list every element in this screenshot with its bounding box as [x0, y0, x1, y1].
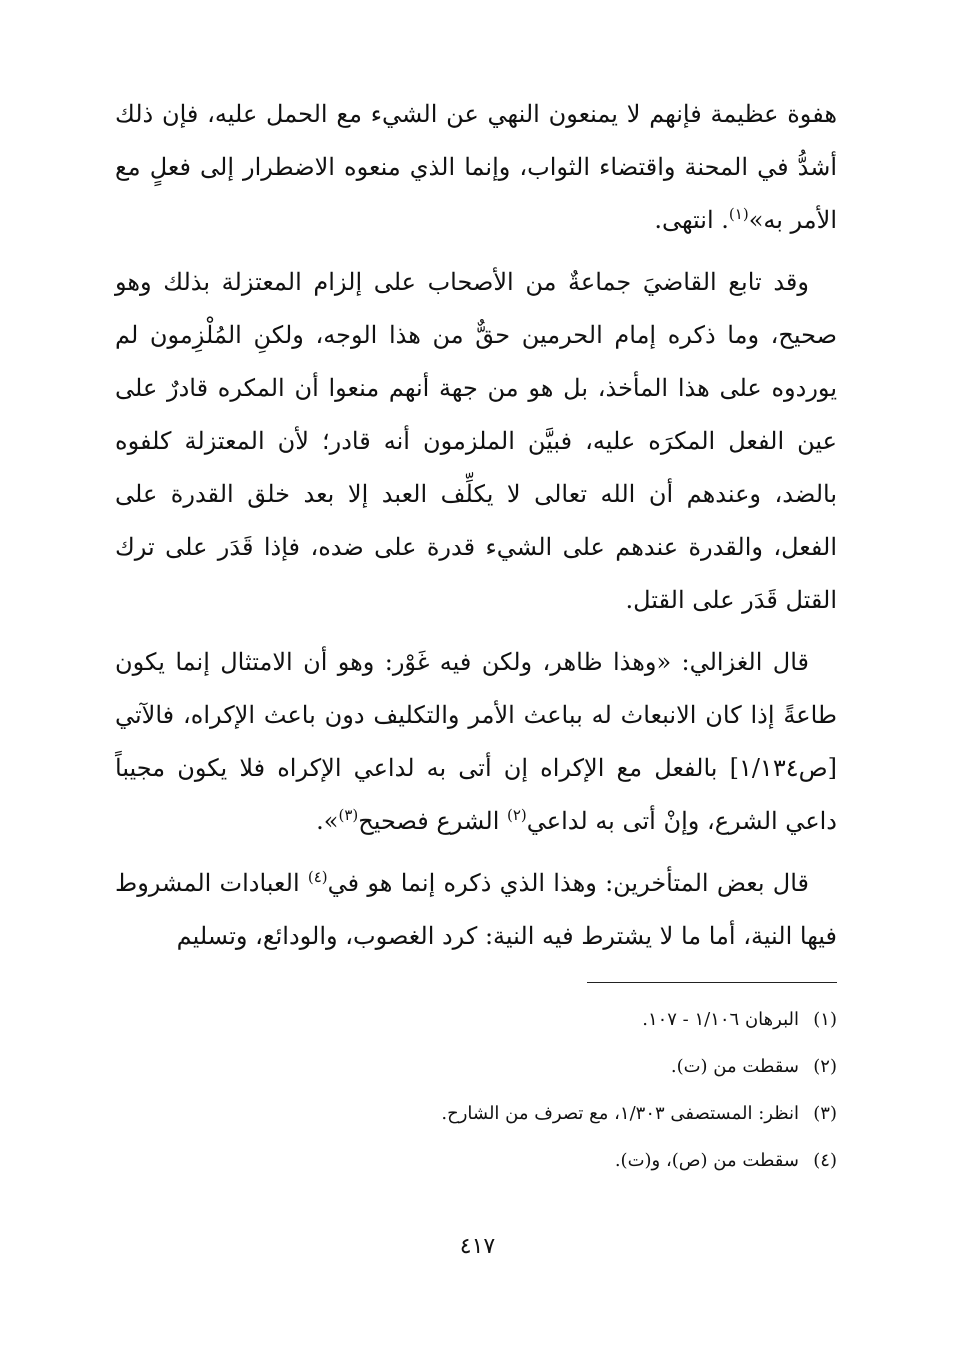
- footnote-text: انظر: المستصفى ١/٣٠٣، مع تصرف من الشارح.: [441, 1103, 799, 1124]
- footnote-4: [115, 1149, 837, 1173]
- footnote-ref-4: (٤): [307, 868, 328, 886]
- main-text: [115, 88, 837, 972]
- paragraph-4-text-2: العبادات المشروط فيها النية، أما ما لا يشترط فيه النية: كرد الغصوب، والودائع، وتسليم: [115, 869, 837, 950]
- paragraph-3-text-2: الشرع فصحيح: [358, 807, 507, 835]
- footnote-number: (٢): [813, 1056, 837, 1077]
- footnote-1: [115, 1008, 837, 1032]
- footnote-ref-3: (٣): [338, 806, 359, 824]
- footnote-ref-1: (١): [728, 205, 749, 223]
- footnote-separator: [587, 982, 837, 983]
- paragraph-1-text: هفوة عظيمة فإنهم لا يمنعون النهي عن الشيء مع الحمل عليه، فإن ذلك أشدُّ في المحنة واقتضاء الثواب، وإنما الذي منعوه الاضطرار إلى فعلٍ مع الأمر به»: [115, 100, 837, 234]
- footnotes: [115, 1008, 837, 1196]
- footnote-number: (٣): [813, 1103, 837, 1124]
- paragraph-2: [115, 256, 837, 627]
- footnote-number: (١): [813, 1009, 837, 1030]
- paragraph-3-tail: ».: [316, 807, 339, 835]
- paragraph-3: [115, 636, 837, 848]
- footnote-number: (٤): [813, 1150, 837, 1171]
- paragraph-4-text-1: قال بعض المتأخرين: وهذا الذي ذكره إنما هو في: [327, 869, 809, 897]
- paragraph-1: [115, 88, 837, 247]
- paragraph-4: [115, 857, 837, 963]
- page-number: ٤١٧: [459, 1234, 496, 1259]
- footnote-text: سقطت من (ص)، و(ت).: [614, 1150, 799, 1171]
- footnote-text: البرهان ١/١٠٦ - ١٠٧.: [642, 1009, 799, 1030]
- paragraph-2-text: وقد تابع القاضيَ جماعةٌ من الأصحاب على إلزام المعتزلة بذلك وهو صحيح، وما ذكره إمام الحرمين حقٌّ من هذا الوجه، ولكنِ المُلْزِمون لم يوردوه على هذا المأخذ، بل هو من جهة أنهم منعوا أن المكره قادرٌ على عين الفعل المكرَه عليه، فبيَّن الملزمون أنه قادر؛ لأن المعتزلة كلفوه بالضد، وعندهم أن الله تعالى لا يكلِّف العبد إلا بعد خلق القدرة على الفعل، والقدرة عندهم على الشيء قدرة على ضده، فإذا قَدَر على ترك القتل قَدَر على القتل.: [115, 268, 837, 614]
- footnote-3: [115, 1102, 837, 1126]
- footnote-ref-2: (٢): [507, 806, 527, 824]
- footnote-2: [115, 1055, 837, 1079]
- footnote-text: سقطت من (ت).: [670, 1056, 799, 1077]
- paragraph-3-text-1: قال الغزالي: «وهذا ظاهر، ولكن فيه غَوْر: وهو أن الامتثال إنما يكون طاعةً إذا كان الانبعاث له بباعث الأمر والتكليف دون باعث الإكراه، فالآتي [ص١/١٣٤] بالفعل مع الإكراه إن أتى به لداعي الإكراه فلا يكون مجيباً داعي الشرع، وإنْ أتى به لداعي: [115, 648, 837, 835]
- paragraph-1-tail: . انتهى.: [654, 206, 729, 234]
